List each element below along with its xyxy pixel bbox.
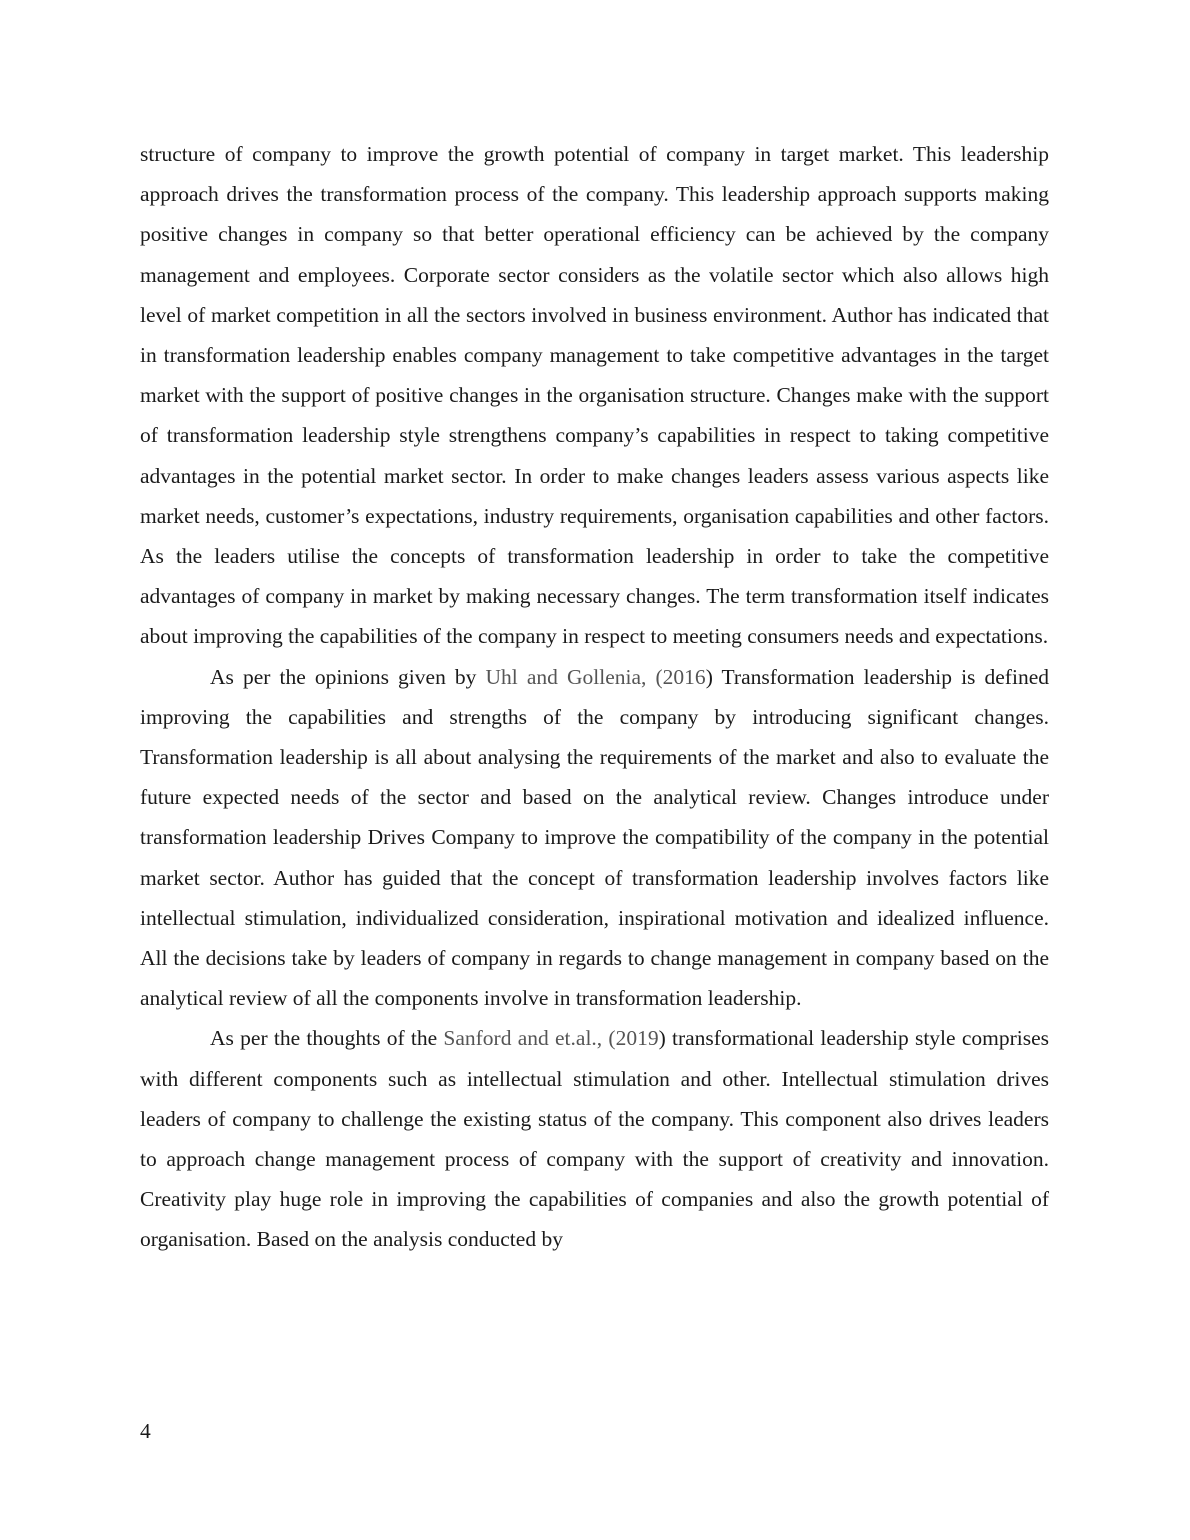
paragraph-2-lead: As per the opinions given by bbox=[210, 664, 486, 689]
page-number: 4 bbox=[140, 1419, 151, 1443]
paragraph-3-lead: As per the thoughts of the bbox=[210, 1026, 444, 1051]
citation-sanford: Sanford and et.al., (2019 bbox=[443, 1026, 659, 1051]
paragraph-2 bbox=[140, 657, 1049, 1019]
body-text bbox=[140, 134, 1049, 1260]
citation-uhl-gollenia: Uhl and Gollenia, (2016 bbox=[485, 664, 706, 689]
paragraph-3 bbox=[140, 1018, 1049, 1259]
paragraph-2-body: ) Transformation leadership is defined improving the capabilities and strengths of the company by introducing significant changes. Transformation leadership is all about analysing the requirements of the market and also to evaluate the future expected needs of the sector and based on the analytical review. Changes introduce under transformation leadership Drives Company to improve the compatibility of the company in the potential market sector. Author has guided that the concept of transformation leadership involves factors like intellectual stimulation, individualized consideration, inspirational motivation and idealized influence. All the decisions take by leaders of company in regards to change management in company based on the analytical review of all the components involve in transformation leadership. bbox=[140, 664, 1049, 1011]
paragraph-1: structure of company to improve the growth potential of company in target market. This leadership approach drives the transformation process of the company. This leadership approach supports making positive changes in company so that better operational efficiency can be achieved by the company management and employees. Corporate sector considers as the volatile sector which also allows high level of market competition in all the sectors involved in business environment. Author has indicated that in transformation leadership enables company management to take competitive advantages in the target market with the support of positive changes in the organisation structure. Changes make with the support of transformation leadership style strengthens company’s capabilities in respect to taking competitive advantages in the potential market sector. In order to make changes leaders assess various aspects like market needs, customer’s expectations, industry requirements, organisation capabilities and other factors. As the leaders utilise the concepts of transformation leadership in order to take the competitive advantages of company in market by making necessary changes. The term transformation itself indicates about improving the capabilities of the company in respect to meeting consumers needs and expectations. bbox=[140, 142, 1049, 649]
paragraph-3-body: ) transformational leadership style comprises with different components such as intellectual stimulation and other. Intellectual stimulation drives leaders of company to challenge the existing status of the company. This component also drives leaders to approach change management process of company with the support of creativity and innovation. Creativity play huge role in improving the capabilities of companies and also the growth potential of organisation. Based on the analysis conducted by bbox=[140, 1026, 1049, 1252]
